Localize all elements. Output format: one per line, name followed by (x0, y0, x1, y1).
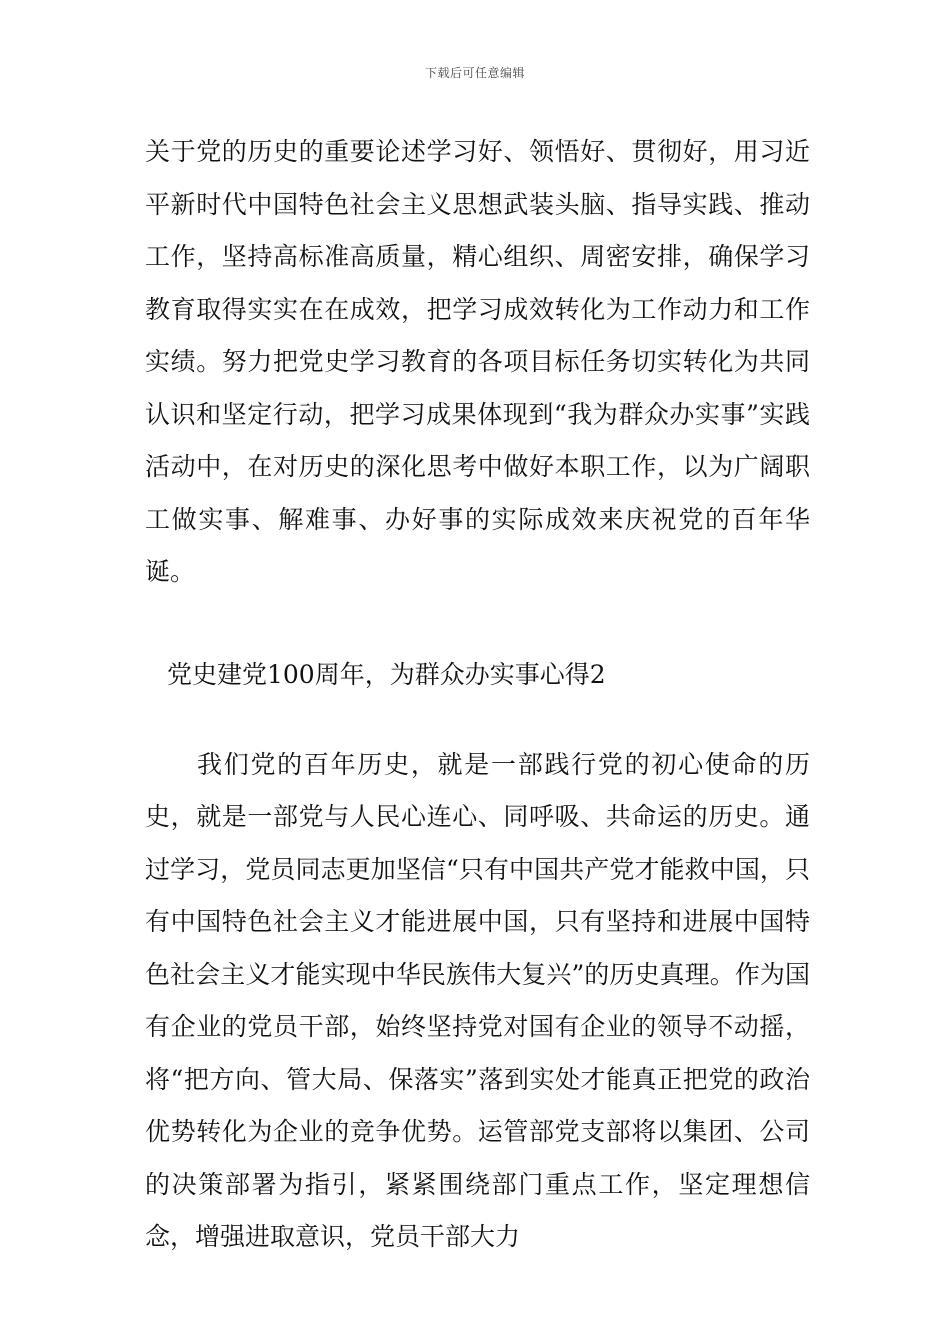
document-body (145, 126, 810, 1264)
section-heading: 党史建党100周年，为群众办实事心得2 (167, 659, 606, 689)
heading-spacer (145, 701, 810, 739)
paragraph-1: 关于党的历史的重要论述学习好、领悟好、贯彻好，用习近平新时代中国特色社会主义思想武装头脑、指导实践、推动工作，坚持高标准高质量，精心组织、周密安排，确保学习教育取得实实在在成效，把学习成效转化为工作动力和工作实绩。努力把党史学习教育的各项目标任务切实转化为共同认识和坚定行动，把学习成果体现到“我为群众办实事”实践活动中，在对历史的深化思考中做好本职工作，以为广阔职工做实事、解难事、办好事的实际成效来庆祝党的百年华诞。 (145, 137, 810, 586)
paragraph-2: 我们党的百年历史，就是一部践行党的初心使命的历史，就是一部党与人民心连心、同呼吸、共命运的历史。通过学习，党员同志更加坚信“只有中国共产党才能救中国，只有中国特色社会主义才能进展中国，只有坚持和进展中国特色社会主义才能实现中华民族伟大复兴”的历史真理。作为国有企业的党员干部，始终坚持党对国有企业的领导不动摇，将“把方向、管大局、保落实”落到实处才能真正把党的政治优势转化为企业的竞争优势。运管部党支部将以集团、公司的决策部署为指引，紧紧围绕部门重点工作，坚定理想信念，增强进取意识，党员干部大力 (145, 749, 810, 1251)
header-note: 下载后可任意编辑 (424, 66, 525, 80)
paragraph-spacer (145, 599, 810, 649)
